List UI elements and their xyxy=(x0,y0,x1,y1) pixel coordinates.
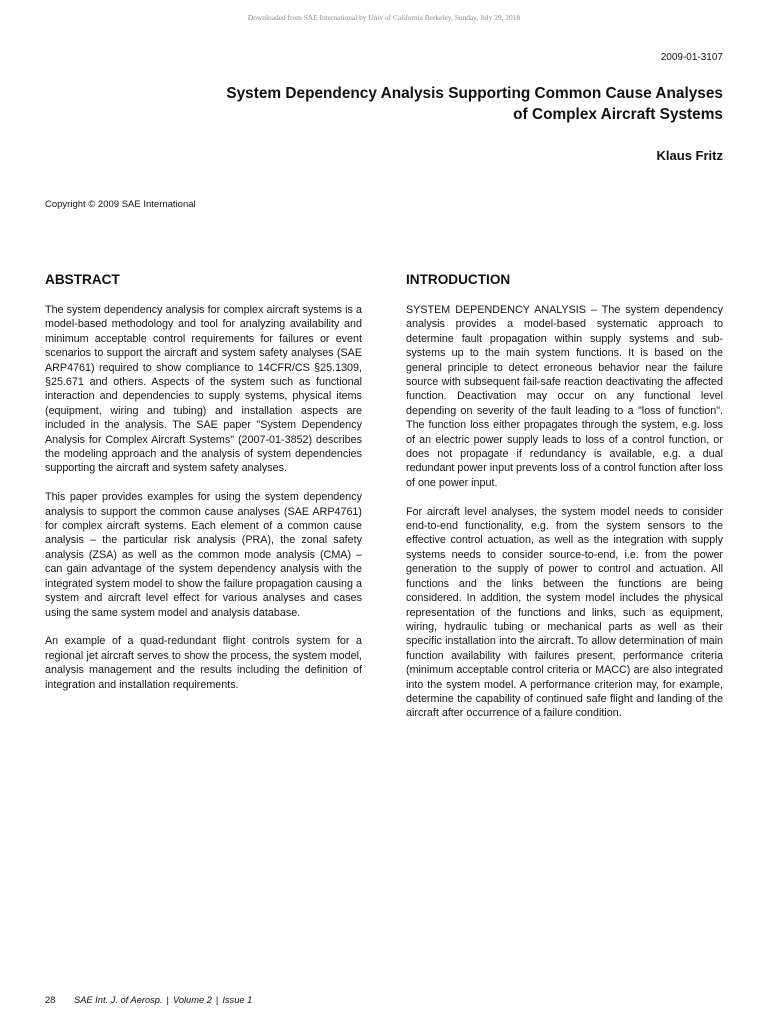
abstract-paragraph-1: The system dependency analysis for complex aircraft systems is a model-based methodology and tool for analyzing availability and minimum acceptable control requirements for failures or event scenarios to support the aircraft and system safety analyses (SAE ARP4761) required to show compliance to 14CFR/CS §25.1309, §25.671 and others. Aspects of the system such as functional interaction and dependencies to supply systems, physical items (equipment, wiring and tubing) and installation aspects are included in the analysis. The SAE paper "System Dependency Analysis for Complex Aircraft Systems" (2007-01-3852) describes the modeling approach and the analysis of system dependencies supporting the aircraft and system safety analyses. xyxy=(45,304,362,475)
footer-separator: | xyxy=(215,995,219,1005)
journal-issue: Issue 1 xyxy=(222,995,253,1005)
introduction-paragraph-2: For aircraft level analyses, the system model needs to consider end-to-end functionality, e.g. from the system sensors to the effective control actuation, as well as the integration with supply systems needs to consider source-to-end, i.e. from the power generation to the supply of power to control and actuation. All functions and the links between the functions are being considered. In addition, the system model includes the physical representation of the functions and links, such as equipment, wiring, hydraulic tubing or mechanical parts as well as their specific installation into the aircraft. To allow determination of main function availability with failures present, performance criteria (minimum acceptable control criteria or MACC) are also integrated into the system model. A performance criterion may, for example, determine the capability of continued safe flight and landing of the aircraft after occurrence of a failure condition. xyxy=(406,505,723,720)
journal-volume: Volume 2 xyxy=(172,995,212,1005)
download-watermark: Downloaded from SAE International by Univ of California Berkeley, Sunday, July 29, 2018 xyxy=(247,13,521,22)
introduction-paragraph-1: SYSTEM DEPENDENCY ANALYSIS – The system dependency analysis provides a model-based systematic approach to determine fault propagation within supply systems and sub-systems up to the main system functions. It is based on the general principle to detect erroneous behavior near the failure source with subsequent fail-safe reaction deactivating the affected function. Deactivation may occur on any functional level depending on severity of the fault leading to a "loss of function". The function loss either propagates through the system, e.g. loss of an electric power supply leads to loss of a control function, or does not propagate if redundancy is available, e.g. a dual redundant power input prevents loss of a control function after loss of one power input. xyxy=(406,304,723,489)
abstract-heading: ABSTRACT xyxy=(45,272,120,287)
abstract-column xyxy=(45,272,362,706)
copyright-notice: Copyright © 2009 SAE International xyxy=(45,199,196,210)
footer-separator: | xyxy=(166,995,169,1005)
title-line-2: of Complex Aircraft Systems xyxy=(513,106,723,123)
introduction-column xyxy=(406,272,723,735)
abstract-paragraph-2: This paper provides examples for using the system dependency analysis to support the common cause analyses (SAE ARP4761) for complex aircraft systems. Each element of a common cause analysis – the particular risk analysis (PRA), the zonal safety analysis (ZSA) as well as the common mode analysis (CMA) – can gain advantage of the system dependency analysis with the integrated system model to show the failure propagation causing a system and aircraft level effect for various analyses and cases using the same system model and analysis database. xyxy=(45,491,362,619)
paper-number: 2009-01-3107 xyxy=(660,52,723,63)
paper-title xyxy=(123,83,723,125)
journal-name: SAE Int. J. of Aerosp. xyxy=(74,995,163,1005)
author-name: Klaus Fritz xyxy=(656,148,723,163)
page-number: 28 xyxy=(45,995,56,1005)
introduction-heading: INTRODUCTION xyxy=(406,272,511,287)
page-footer xyxy=(45,995,252,1005)
abstract-paragraph-3: An example of a quad-redundant flight controls system for a regional jet aircraft serves to show the process, the system model, analysis management and the results including the definition of integration and installation requirements. xyxy=(45,635,362,691)
title-line-1: System Dependency Analysis Supporting Common Cause Analyses xyxy=(226,85,723,102)
